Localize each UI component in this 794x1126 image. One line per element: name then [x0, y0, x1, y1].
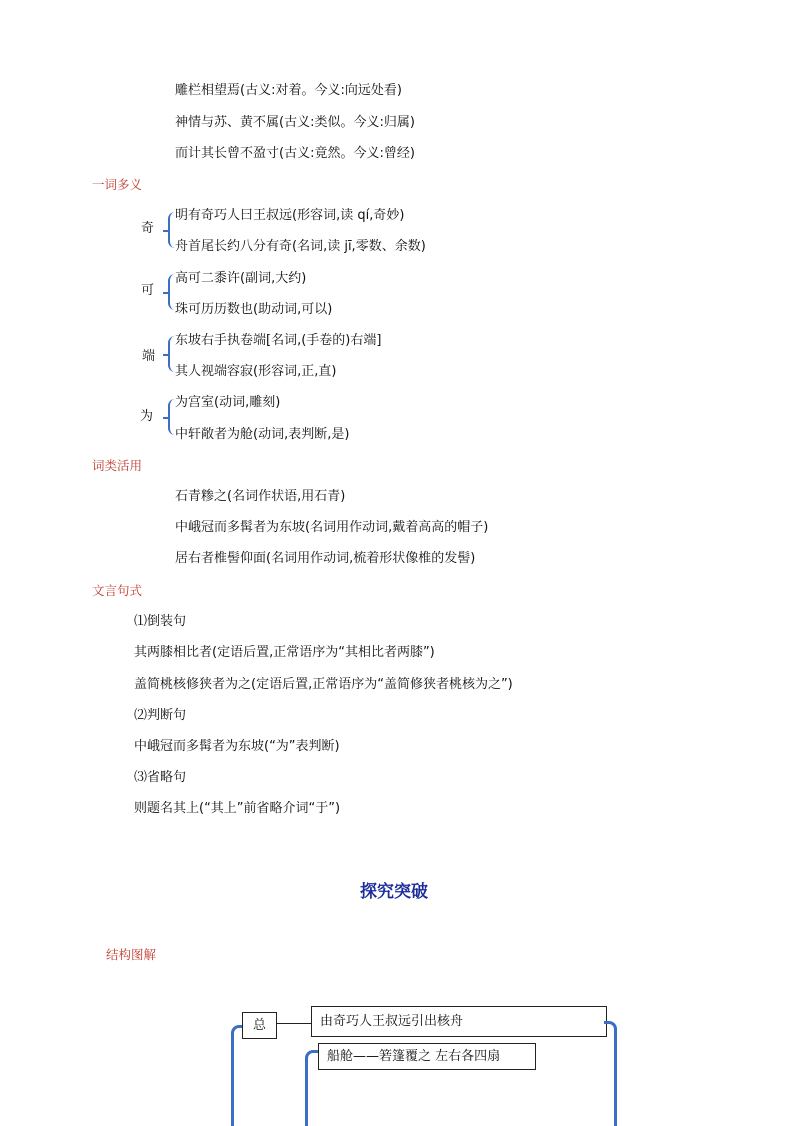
diagram-root-box: 总 — [242, 1012, 277, 1039]
brace-icon — [168, 399, 175, 435]
diagram-connector — [277, 1023, 311, 1024]
sentence-type-label: ⑶省略句 — [134, 770, 187, 785]
polysemy-char-wei: 为 — [140, 409, 154, 424]
polysemy-char-qi: 奇 — [141, 221, 155, 236]
section-title-tanjiu: 探究突破 — [360, 882, 428, 902]
sentence-example: 盖简桃核修狭者为之(定语后置,正常语序为“盖简修狭者桃核为之”) — [134, 677, 513, 692]
polysemy-item: 舟首尾长约八分有奇(名词,读 jī,零数、余数) — [175, 239, 426, 254]
brace-icon — [168, 336, 175, 372]
conversion-item: 中峨冠而多髯者为东坡(名词用作动词,戴着高高的帽子) — [175, 520, 489, 535]
sentence-example: 其两膝相比者(定语后置,正常语序为“其相比者两膝”) — [134, 645, 435, 660]
diagram-sub-box: 船舱——箬篷覆之 左右各四扇 — [318, 1043, 536, 1070]
diagram-left-line — [231, 1025, 246, 1126]
subheading-jiegou: 结构图解 — [106, 947, 157, 962]
section-heading-yiciduoyi: 一词多义 — [92, 177, 143, 192]
sentence-type-label: ⑴倒装句 — [134, 614, 187, 629]
conversion-item: 石青糁之(名词作状语,用石青) — [175, 489, 346, 504]
conversion-item: 居右者椎髻仰面(名词用作动词,梳着形状像椎的发髻) — [175, 551, 476, 566]
polysemy-char-ke: 可 — [141, 283, 155, 298]
diagram-right-line — [604, 1021, 617, 1126]
gujin-line-3: 而计其长曾不盈寸(古义:竟然。今义:曾经) — [175, 146, 415, 161]
gujin-line-1: 雕栏相望焉(古义:对着。今义:向远处看) — [175, 83, 402, 98]
sentence-example: 则题名其上(“其上”前省略介词“于”) — [134, 801, 341, 816]
brace-icon — [168, 212, 175, 248]
polysemy-item: 中轩敞者为舱(动词,表判断,是) — [175, 427, 350, 442]
sentence-type-label: ⑵判断句 — [134, 708, 187, 723]
diagram-intro-box: 由奇巧人王叔远引出核舟 — [311, 1006, 607, 1037]
polysemy-item: 东坡右手执卷端[名词,(手卷的)右端] — [175, 333, 382, 348]
polysemy-item: 为宫室(动词,雕刻) — [175, 395, 281, 410]
gujin-line-2: 神情与苏、黄不属(古义:类似。今义:归属) — [175, 115, 415, 130]
sentence-example: 中峨冠而多髯者为东坡(“为”表判断) — [134, 739, 340, 754]
polysemy-item: 其人视端容寂(形容词,正,直) — [175, 364, 337, 379]
polysemy-item: 珠可历历数也(助动词,可以) — [175, 302, 333, 317]
polysemy-item: 明有奇巧人曰王叔远(形容词,读 qí,奇妙) — [175, 208, 405, 223]
polysemy-char-duan: 端 — [142, 349, 156, 364]
brace-icon — [168, 274, 175, 310]
section-heading-cileihuoyong: 词类活用 — [92, 458, 143, 473]
polysemy-item: 高可二黍许(副词,大约) — [175, 271, 307, 286]
section-heading-wenyanjushi: 文言句式 — [92, 583, 143, 598]
